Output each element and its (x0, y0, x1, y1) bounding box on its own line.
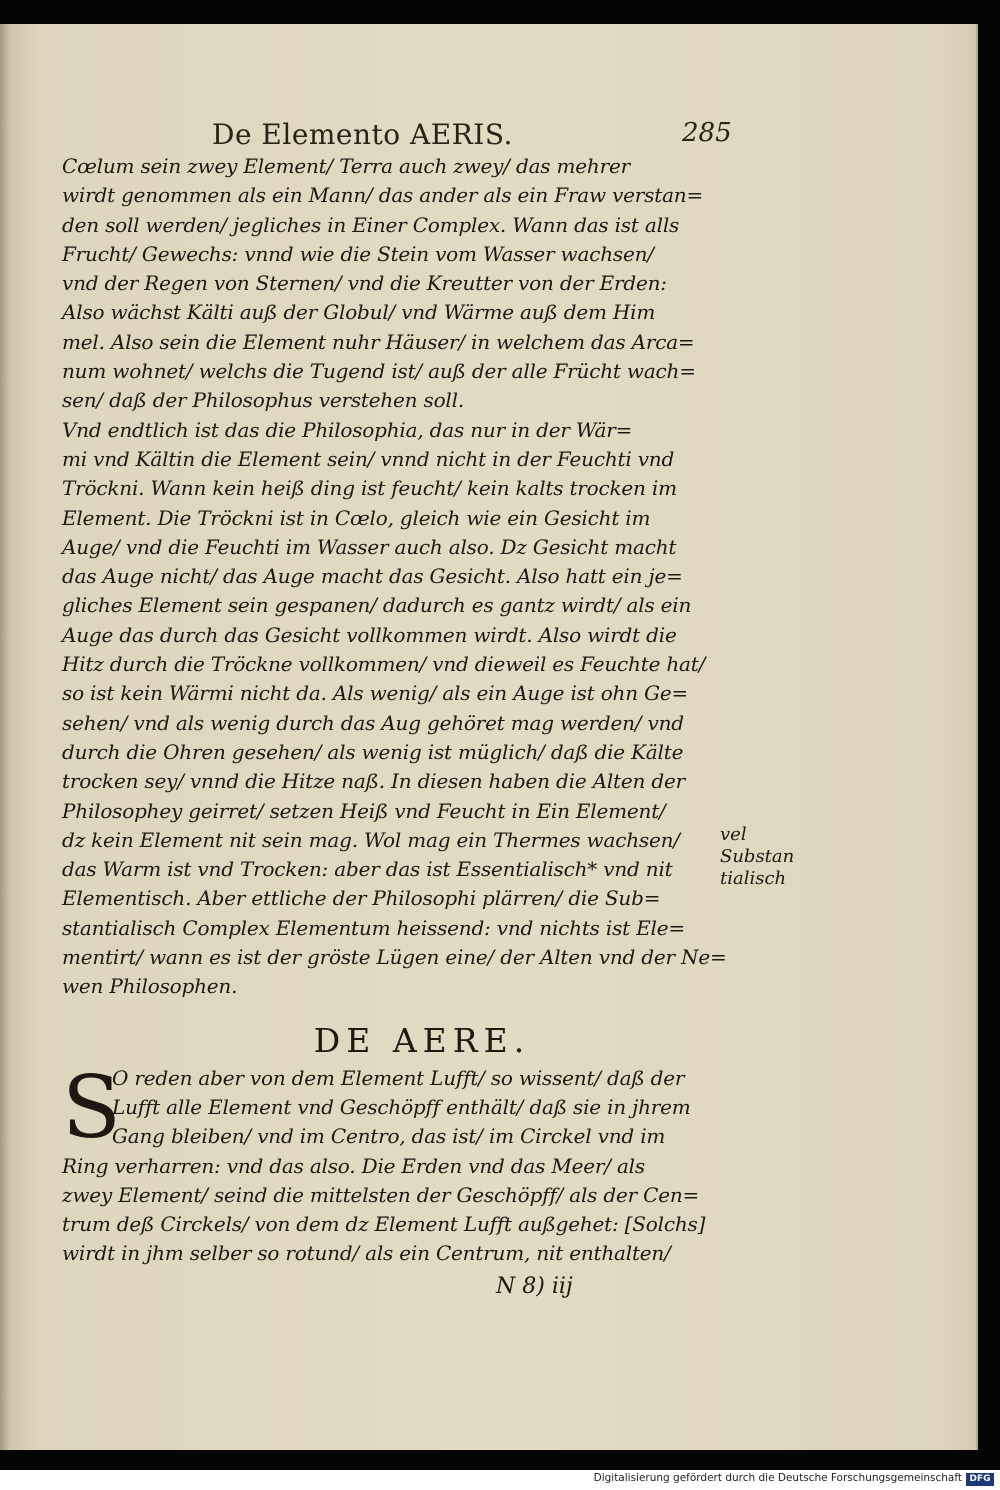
body-line: stantialisch Complex Elementum heissend: vnd nichts ist Ele= (62, 915, 685, 940)
drop-initial: S (62, 1057, 121, 1158)
section-line: trum deß Circkels/ von dem dz Element Lufft außgehet: [Solchs] (62, 1212, 706, 1237)
body-line: Tröckni. Wann kein heiß ding ist feucht/ kein kalts trocken im (62, 476, 677, 501)
body-line: sen/ daß der Philosophus verstehen soll. (62, 388, 464, 413)
section-line: zwey Element/ seind die mittelsten der Geschöpff/ als der Cen= (62, 1182, 700, 1207)
footer-credit: Digitalisierung gefördert durch die Deutsche Forschungsgemeinschaft (593, 1472, 962, 1484)
body-line: den soll werden/ jegliches in Einer Complex. Wann das ist alls (62, 212, 680, 237)
dfg-logo: DFG (966, 1473, 994, 1486)
running-title: De Elemento AERIS. (212, 118, 513, 151)
book-page (0, 24, 978, 1450)
margin-note-line: tialisch (720, 868, 787, 889)
body-line: wirdt genommen als ein Mann/ das ander als ein Fraw verstan= (62, 183, 704, 208)
margin-note-line: Substan (720, 846, 795, 867)
body-line: Frucht/ Gewechs: vnnd wie die Stein vom Wasser wachsen/ (62, 241, 654, 266)
body-line: dz kein Element nit sein mag. Wol mag ein Thermes wachsen/ (62, 827, 680, 852)
section-line: wirdt in jhm selber so rotund/ als ein Centrum, nit enthalten/ (62, 1241, 671, 1266)
body-line: mentirt/ wann es ist der gröste Lügen eine/ der Alten vnd der Ne= (62, 945, 727, 970)
section-line: Ring verharren: vnd das also. Die Erden vnd das Meer/ als (62, 1153, 645, 1178)
body-line: wen Philosophen. (62, 974, 238, 999)
body-line: Philosophey geirret/ setzen Heiß vnd Feucht in Ein Element/ (62, 798, 666, 823)
section-line-text: O reden aber von dem Element Lufft/ so wissent/ daß der (112, 1065, 685, 1090)
body-line: Also wächst Kälti auß der Globul/ vnd Wärme auß dem Him (62, 300, 656, 325)
section-spacer (62, 1002, 722, 1018)
body-line: Vnd endtlich ist das die Philosophia, das nur in der Wär= (62, 417, 633, 442)
body-line: mi vnd Kältin die Element sein/ vnnd nicht in der Feuchti vnd (62, 446, 675, 471)
text-block (62, 152, 727, 1269)
margin-note (720, 824, 815, 890)
section-heading: DE AERE. (313, 1020, 531, 1060)
body-line: das Warm ist vnd Trocken: aber das ist Essentialisch* vnd nit (62, 857, 673, 882)
body-line: Auge das durch das Gesicht vollkommen wirdt. Also wirdt die (62, 622, 677, 647)
body-line: Auge/ vnd die Feuchti im Wasser auch also. Dz Gesicht macht (62, 534, 677, 559)
body-line: Element. Die Tröckni ist in Cœlo, gleich wie ein Gesicht im (62, 505, 651, 530)
body-line: mel. Also sein die Element nuhr Häuser/ in welchem das Arca= (62, 329, 695, 354)
section-line: Lufft alle Element vnd Geschöpff enthält/ daß sie in jhrem (112, 1094, 691, 1119)
body-line: Elementisch. Aber ettliche der Philosophi plärren/ die Sub= (62, 886, 661, 911)
body-line: sehen/ vnd als wenig durch das Aug gehöret mag werden/ vnd (62, 710, 684, 735)
margin-note-line: vel (720, 824, 747, 845)
page-number: 285 (682, 118, 732, 148)
body-line: so ist kein Wärmi nicht da. Als wenig/ als ein Auge ist ohn Ge= (62, 681, 689, 706)
body-line: vnd der Regen von Sternen/ vnd die Kreutter von der Erden: (62, 271, 667, 296)
body-line: trocken sey/ vnnd die Hitze naß. In diesen haben die Alten der (62, 769, 685, 794)
body-line: Cœlum sein zwey Element/ Terra auch zwey/ das mehrer (62, 154, 630, 178)
body-line: Hitz durch die Tröckne vollkommen/ vnd dieweil es Feuchte hat/ (62, 652, 706, 677)
body-line: durch die Ohren gesehen/ als wenig ist müglich/ daß die Kälte (62, 739, 684, 764)
body-line: das Auge nicht/ das Auge macht das Gesicht. Also hatt ein je= (62, 564, 683, 589)
footer-bar (0, 1470, 1000, 1490)
section-line: Gang bleiben/ vnd im Centro, das ist/ im Circkel vnd im (112, 1124, 666, 1149)
body-line: num wohnet/ welchs die Tugend ist/ auß der alle Frücht wach= (62, 359, 696, 384)
signature-mark: N 8) iij (496, 1274, 573, 1299)
body-line: gliches Element sein gespanen/ dadurch es gantz wirdt/ als ein (62, 593, 692, 618)
